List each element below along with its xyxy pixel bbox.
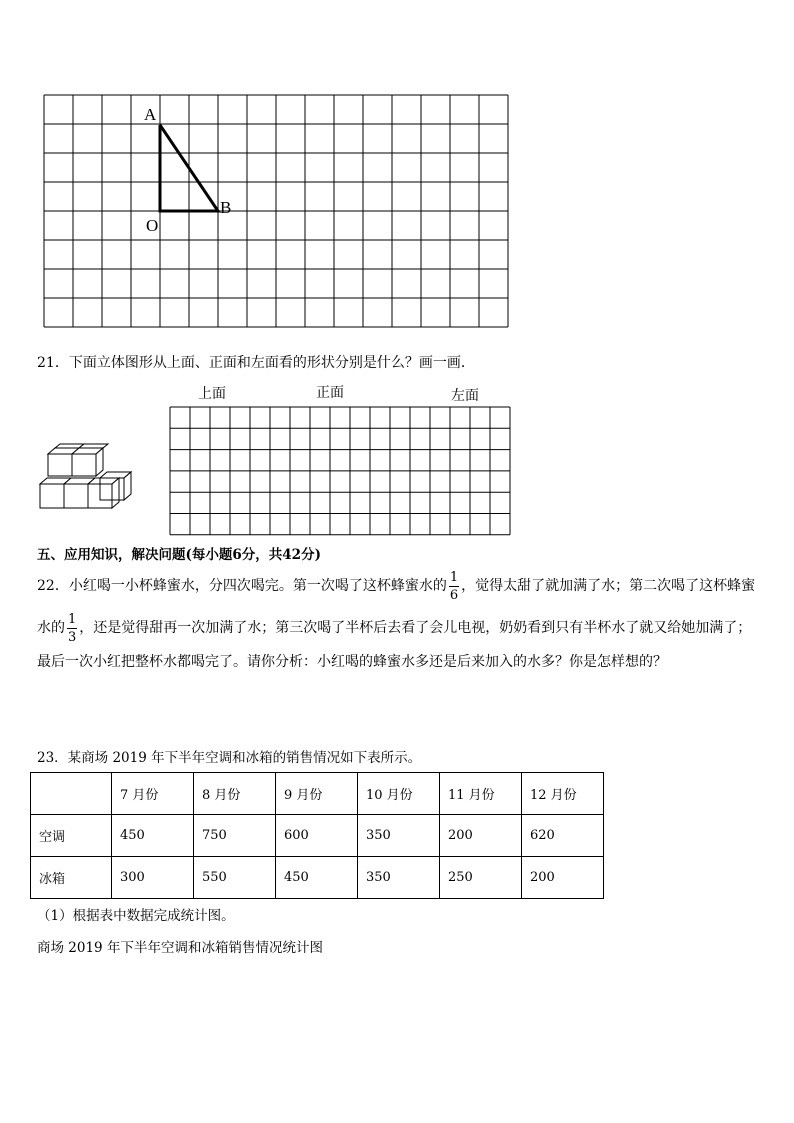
table-cell — [31, 773, 112, 815]
section-5-heading: 五、应用知识，解决问题(每小题6分，共42分) — [37, 547, 321, 563]
table-cell: 12 月份 — [522, 773, 604, 815]
table-cell: 空调 — [31, 815, 112, 857]
fraction-numerator: 1 — [68, 611, 77, 627]
table-cell: 10 月份 — [358, 773, 440, 815]
table-cell: 250 — [440, 857, 522, 899]
question-22-line-3: 最后一次小红把整杯水都喝完了。请你分析：小红喝的蜂蜜水多还是后来加入的水多？你是怎样想的？ — [37, 654, 667, 670]
table-cell: 200 — [522, 857, 604, 899]
label-o: O — [146, 216, 159, 235]
table-row — [31, 857, 604, 899]
table-cell: 450 — [112, 815, 194, 857]
question-22-line-1 — [37, 567, 755, 605]
table-cell: 620 — [522, 815, 604, 857]
fraction-numerator: 1 — [449, 569, 459, 585]
question-22-line-2 — [37, 609, 751, 647]
table-cell: 11 月份 — [440, 773, 522, 815]
fraction-denominator: 6 — [449, 587, 459, 603]
table-cell: 350 — [358, 815, 440, 857]
q22-line2-before: 水的 — [37, 620, 65, 636]
table-cell: 8 月份 — [194, 773, 276, 815]
table-cell: 750 — [194, 815, 276, 857]
table-cell: 300 — [112, 857, 194, 899]
table-cell: 600 — [276, 815, 358, 857]
q22-line1-before: 22．小红喝一小杯蜂蜜水，分四次喝完。第一次喝了这杯蜂蜜水的 — [37, 578, 447, 594]
view-label-front: 正面 — [316, 385, 344, 401]
q22-line1-after: ，觉得太甜了就加满了水；第二次喝了这杯蜂蜜 — [461, 578, 756, 594]
drawing-grid-views — [0, 0, 794, 560]
label-a: A — [144, 105, 157, 124]
fraction-denominator: 3 — [68, 629, 77, 645]
q22-line2-after: ，还是觉得甜再一次加满了水；第三次喝了半杯后去看了会儿电视，奶奶看到只有半杯水了就又给她加满了； — [79, 620, 752, 636]
question-21-text: 21．下面立体图形从上面、正面和左面看的形状分别是什么？画一画． — [37, 355, 475, 371]
table-cell: 冰箱 — [31, 857, 112, 899]
question-23-text: 23．某商场 2019 年下半年空调和冰箱的销售情况如下表所示。 — [37, 750, 422, 766]
question-23-sub-1: （1）根据表中数据完成统计图。 — [37, 908, 235, 924]
view-label-top: 上面 — [198, 386, 226, 402]
table-cell: 450 — [276, 857, 358, 899]
chart-title-text: 商场 2019 年下半年空调和冰箱销售情况统计图 — [37, 940, 323, 956]
table-cell: 350 — [358, 857, 440, 899]
table-cell: 550 — [194, 857, 276, 899]
table-cell: 9 月份 — [276, 773, 358, 815]
fraction-one-sixth — [449, 571, 459, 602]
table-header-row — [31, 773, 604, 815]
label-b: B — [220, 198, 232, 217]
view-label-left: 左面 — [451, 388, 479, 404]
table-row — [31, 815, 604, 857]
fraction-one-third — [67, 613, 77, 644]
table-cell: 200 — [440, 815, 522, 857]
table-cell: 7 月份 — [112, 773, 194, 815]
sales-table — [30, 772, 604, 899]
